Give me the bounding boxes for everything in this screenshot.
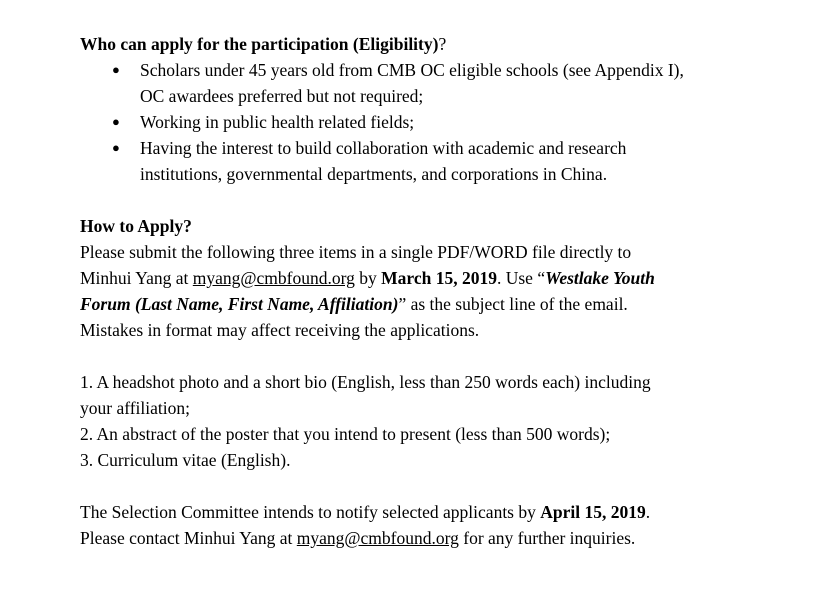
eligibility-heading: [80, 31, 780, 57]
eligibility-item-text: Scholars under 45 years old from CMB OC eligible schools (see Appendix I),: [140, 60, 684, 80]
eligibility-item-text: OC awardees preferred but not required;: [140, 86, 424, 106]
contact-line: [80, 525, 780, 551]
eligibility-item-interest: [80, 135, 780, 187]
how-to-apply-heading: [80, 213, 780, 239]
apply-instructions-line: Please submit the following three items in a single PDF/WORD file directly to: [80, 242, 632, 262]
email-subject-format: Forum (Last Name, First Name, Affiliation): [80, 294, 399, 314]
closing-text: The Selection Committee intends to notify selected applicants by: [80, 502, 541, 522]
required-item-1-cont: your affiliation;: [80, 398, 190, 418]
closing-text: Please contact Minhui Yang at: [80, 528, 297, 548]
apply-instructions-line: [80, 291, 780, 317]
eligibility-list: [80, 57, 780, 187]
document-page: [80, 31, 780, 551]
how-to-apply-heading-text: How to Apply?: [80, 216, 192, 236]
closing-text: .: [645, 502, 651, 522]
bullet-icon: ●: [112, 114, 120, 129]
apply-text: Minhui Yang at: [80, 268, 193, 288]
application-deadline: March 15, 2019: [381, 268, 497, 288]
eligibility-item-age: [80, 57, 780, 109]
apply-text: ” as the subject line of the email.: [398, 294, 628, 314]
bullet-icon: ●: [112, 140, 120, 155]
spacer: [80, 187, 780, 213]
spacer: [80, 343, 780, 369]
contact-email-link[interactable]: myang@cmbfound.org: [296, 528, 459, 548]
required-item-2: 2. An abstract of the poster that you intend to present (less than 500 words);: [80, 424, 611, 444]
contact-email-link[interactable]: myang@cmbfound.org: [192, 268, 355, 288]
eligibility-heading-question: ?: [438, 34, 447, 54]
apply-text: by: [354, 268, 382, 288]
apply-instructions-line: [80, 265, 780, 291]
notification-line: [80, 499, 780, 525]
eligibility-item-text: Working in public health related fields;: [140, 112, 415, 132]
notification-date: April 15, 2019: [540, 502, 646, 522]
required-item-3: 3. Curriculum vitae (English).: [80, 450, 291, 470]
eligibility-item-text: Having the interest to build collaboration with academic and research: [140, 138, 627, 158]
apply-instructions-line: Mistakes in format may affect receiving the applications.: [80, 320, 480, 340]
email-subject-format: Westlake Youth: [545, 268, 655, 288]
eligibility-item-text: institutions, governmental departments, and corporations in China.: [140, 164, 608, 184]
bullet-icon: ●: [112, 62, 120, 77]
apply-text: . Use “: [496, 268, 546, 288]
closing-text: for any further inquiries.: [458, 528, 636, 548]
required-item-1: 1. A headshot photo and a short bio (English, less than 250 words each) including: [80, 372, 651, 392]
eligibility-item-field: [80, 109, 780, 135]
eligibility-heading-text: Who can apply for the participation (Eligibility): [80, 34, 439, 54]
spacer: [80, 473, 780, 499]
